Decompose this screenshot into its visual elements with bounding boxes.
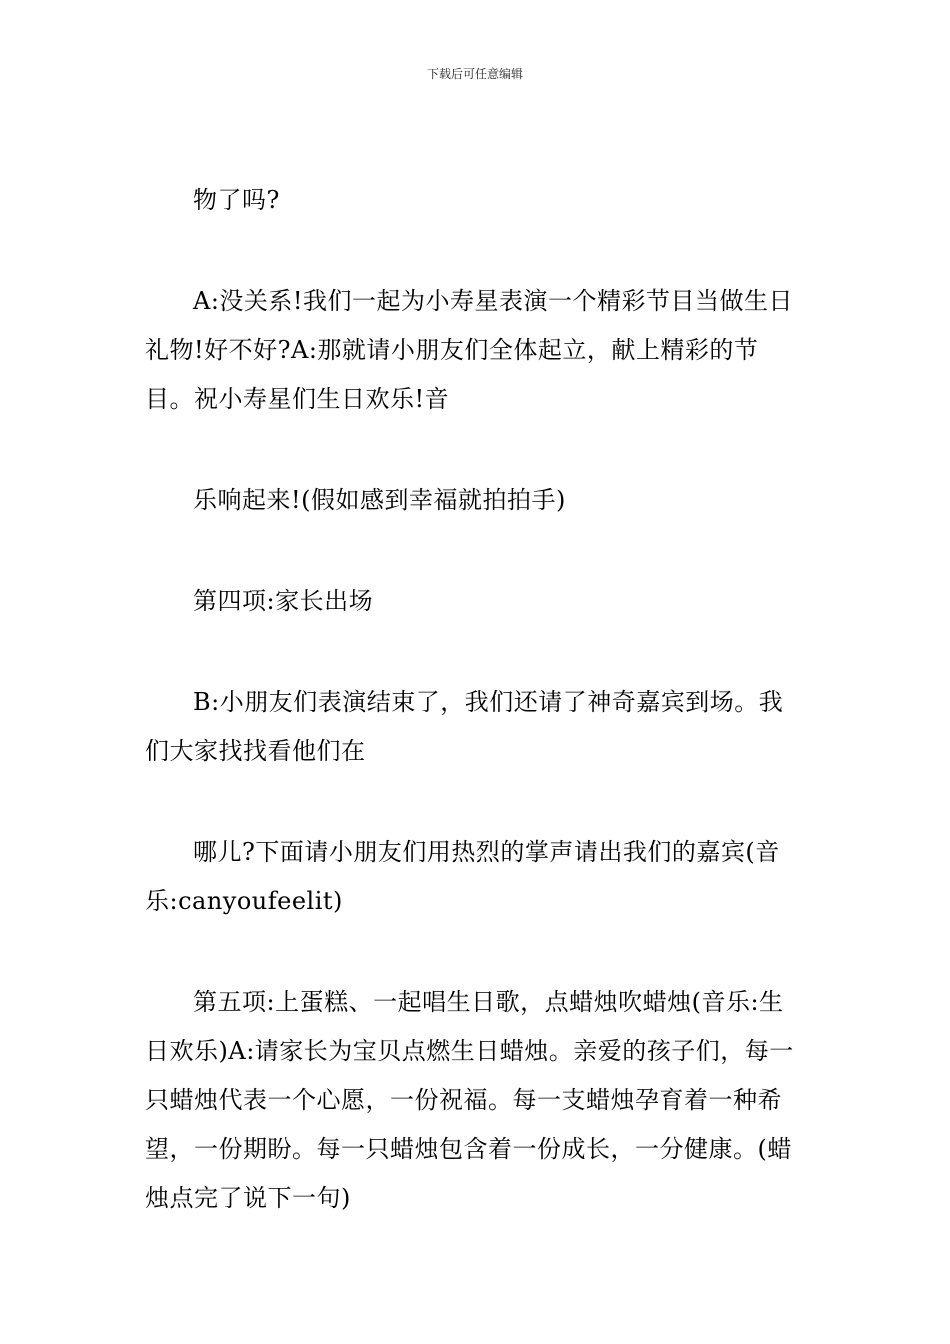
paragraph-1: 物了吗? — [193, 186, 280, 214]
paragraph-6: 哪儿?下面请小朋友们用热烈的掌声请出我们的嘉宾(音乐:canyoufeelit) — [145, 838, 780, 915]
paragraph-3: 乐响起来!(假如感到幸福就拍拍手) — [193, 486, 566, 514]
paragraph-4: 第四项:家长出场 — [193, 587, 374, 615]
paragraph-2: A:没关系!我们一起为小寿星表演一个精彩节目当做生日礼物!好不好?A:那就请小朋友们全体起立，献上精彩的节目。祝小寿星们生日欢乐!音 — [145, 287, 794, 413]
document-body — [145, 176, 807, 1223]
page-header: 下载后可任意编辑 — [426, 67, 523, 81]
paragraph-5: B:小朋友们表演结束了，我们还请了神奇嘉宾到场。我们大家找找看他们在 — [145, 688, 784, 765]
paragraph-7: 第五项:上蛋糕、一起唱生日歌，点蜡烛吹蜡烛(音乐:生日欢乐)A:请家长为宝贝点燃生日蜡烛。亲爱的孩子们，每一只蜡烛代表一个心愿，一份祝福。每一支蜡烛孕育着一种希望，一份期盼。每一只蜡烛包含着一份成长，一分健康。(蜡烛点完了说下一句) — [145, 988, 794, 1212]
